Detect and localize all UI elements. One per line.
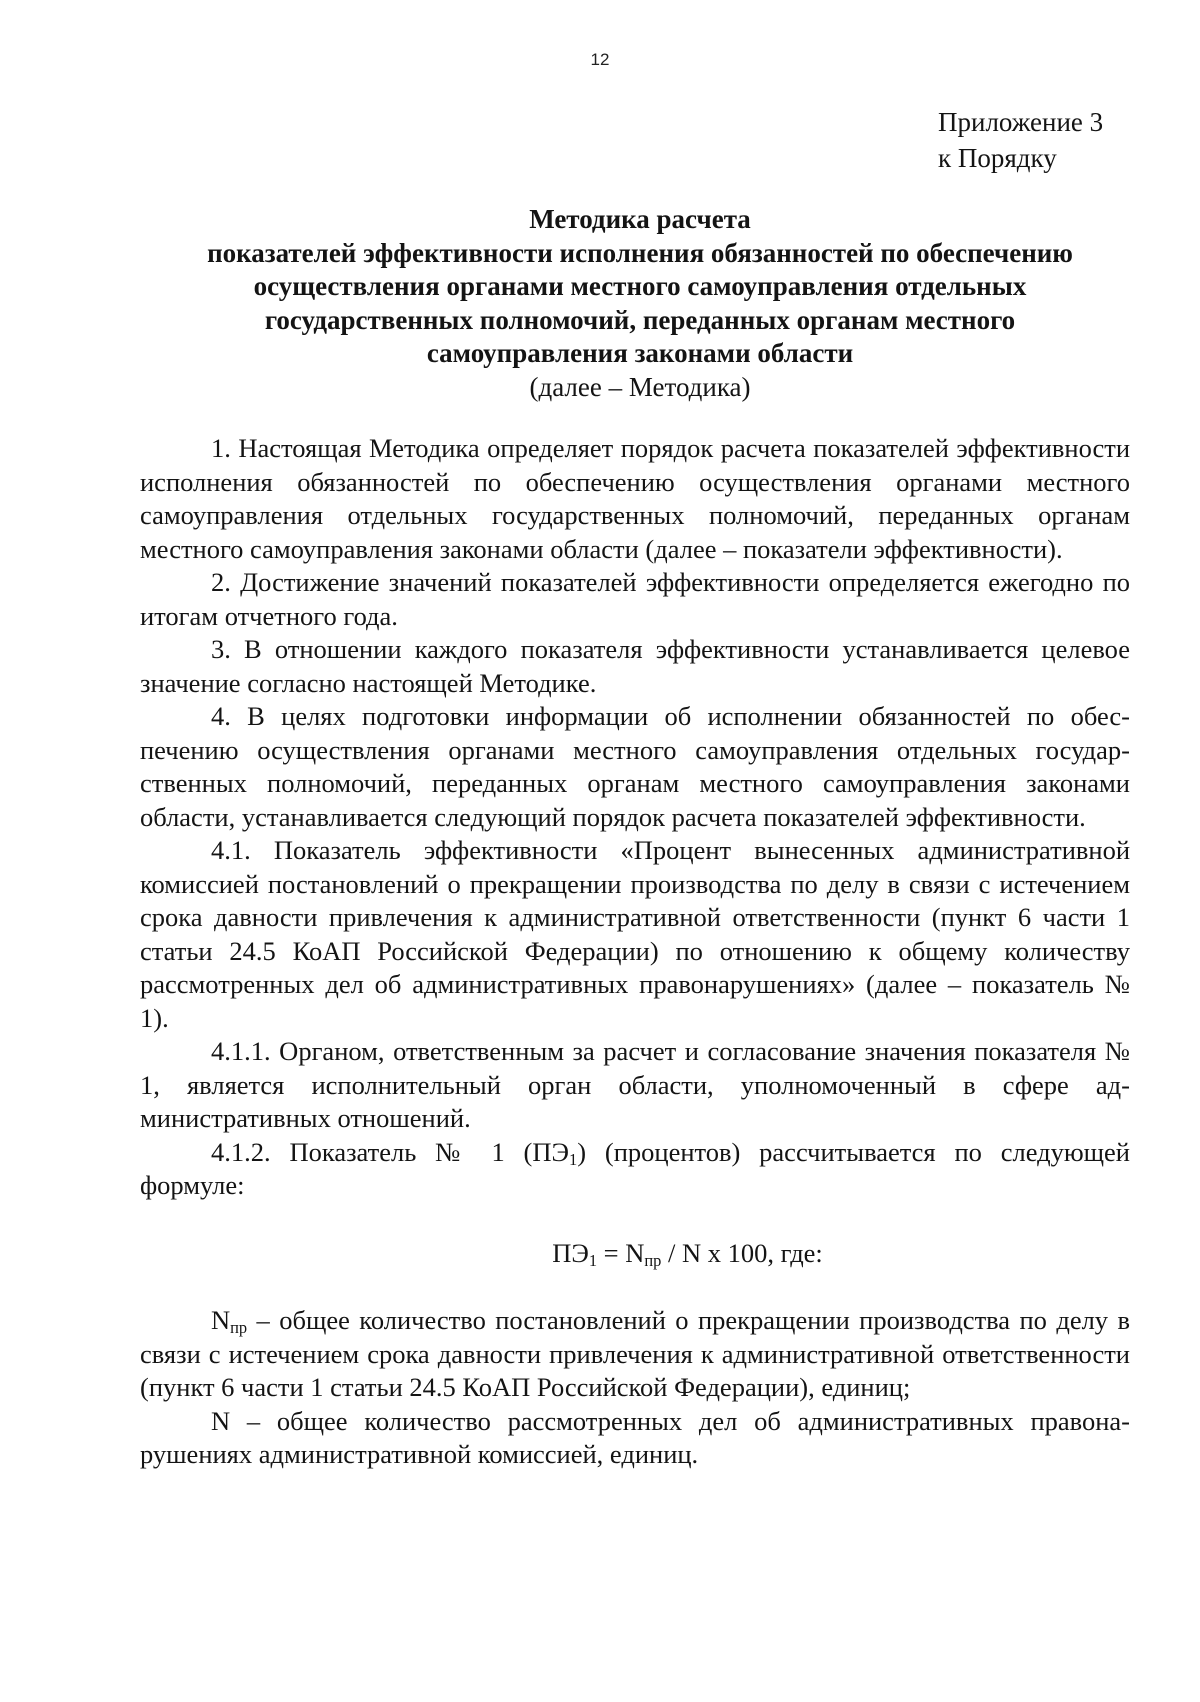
title-line-5: самоуправления законами области: [426, 338, 854, 368]
appendix-line-2: к Порядку: [938, 143, 1057, 173]
formula-n-subscript: пр: [644, 1250, 662, 1270]
title-note: (далее – Методика): [529, 371, 751, 402]
definition-npr-symbol: N: [211, 1305, 231, 1335]
definition-n: N – общее количество рассмотренных дел об административных правонарушениях административной комиссией, единиц.: [140, 1405, 1130, 1469]
document-title: [140, 203, 1140, 404]
paragraph-3: 3. В отношении каждого показателя эффективности устанавливается целевое значение согласно настоящей Методике.: [140, 634, 1130, 698]
definition-npr: [140, 1304, 1130, 1405]
document-body: [140, 432, 1130, 1472]
title-line-2: показателей эффективности исполнения обязанностей по обеспечению: [207, 237, 1073, 268]
paragraph-4-1-2: [140, 1136, 1130, 1203]
paragraph-4-1-2-start: 4.1.2. Показатель № 1 (ПЭ: [211, 1136, 569, 1167]
page-number: 12: [590, 50, 610, 69]
formula-rest: / N x 100, где:: [661, 1237, 823, 1268]
formula-lhs-subscript: 1: [588, 1250, 598, 1270]
formula-eq: = N: [597, 1237, 645, 1268]
paragraph-2: 2. Достижение значений показателей эффективности определяется ежегодно по итогам отчетного года.: [140, 567, 1130, 631]
paragraph-1: 1. Настоящая Методика определяет порядок расчета показателей эффективности исполнения обязанностей по обеспечению осуществления органами местного самоуправления отдельных государственных полномочий, переданных органам местного самоуправления законами области (далее – показатели эффективности).: [140, 433, 1130, 564]
formula: [140, 1237, 1130, 1271]
formula-lhs: ПЭ: [552, 1237, 589, 1268]
paragraph-4-1: 4.1. Показатель эффективности «Процент вынесенных административной комиссией постановлений о прекращении производства по делу в связи с истечением срока давности привлечения к административной ответственности (пункт 6 части 1 статьи 24.5 КоАП Российской Федерации) по отношению к общему количеству рассмотренных дел об административных правонарушениях» (далее – показатель № 1).: [140, 835, 1130, 1033]
paragraph-4-1-2-end: ) (процентов) рассчитывается по следующей формуле:: [140, 1136, 1130, 1200]
appendix-line-1: Приложение 3: [938, 107, 1104, 137]
paragraph-4-1-1: 4.1.1. Органом, ответственным за расчет и согласование значения показателя № 1, является исполнительный орган области, уполномоченный в сфере административных отношений.: [140, 1036, 1130, 1133]
definition-npr-text: – общее количество постановлений о прекращении производства по делу в связи с истечением срока давности привлечения к административной ответственности (пункт 6 части 1 статьи 24.5 КоАП Российской Федерации), единиц;: [140, 1305, 1130, 1402]
title-line-3: осуществления органами местного самоуправления отдельных: [253, 271, 1027, 301]
paragraph-4: 4. В целях подготовки информации об исполнении обязанностей по обеспечению осуществления органами местного самоуправления отдельных государственных полномочий, переданных органам местного самоуправления законами области, устанавливается следующий порядок расчета показателей эффективности.: [140, 701, 1130, 832]
paragraph-4-1-2-subscript: 1: [569, 1149, 578, 1169]
title-line-1: Методика расчета: [529, 204, 751, 234]
appendix-reference: [938, 104, 1103, 176]
title-line-4: государственных полномочий, переданных органам местного: [264, 304, 1016, 335]
definition-npr-subscript: пр: [230, 1318, 248, 1337]
